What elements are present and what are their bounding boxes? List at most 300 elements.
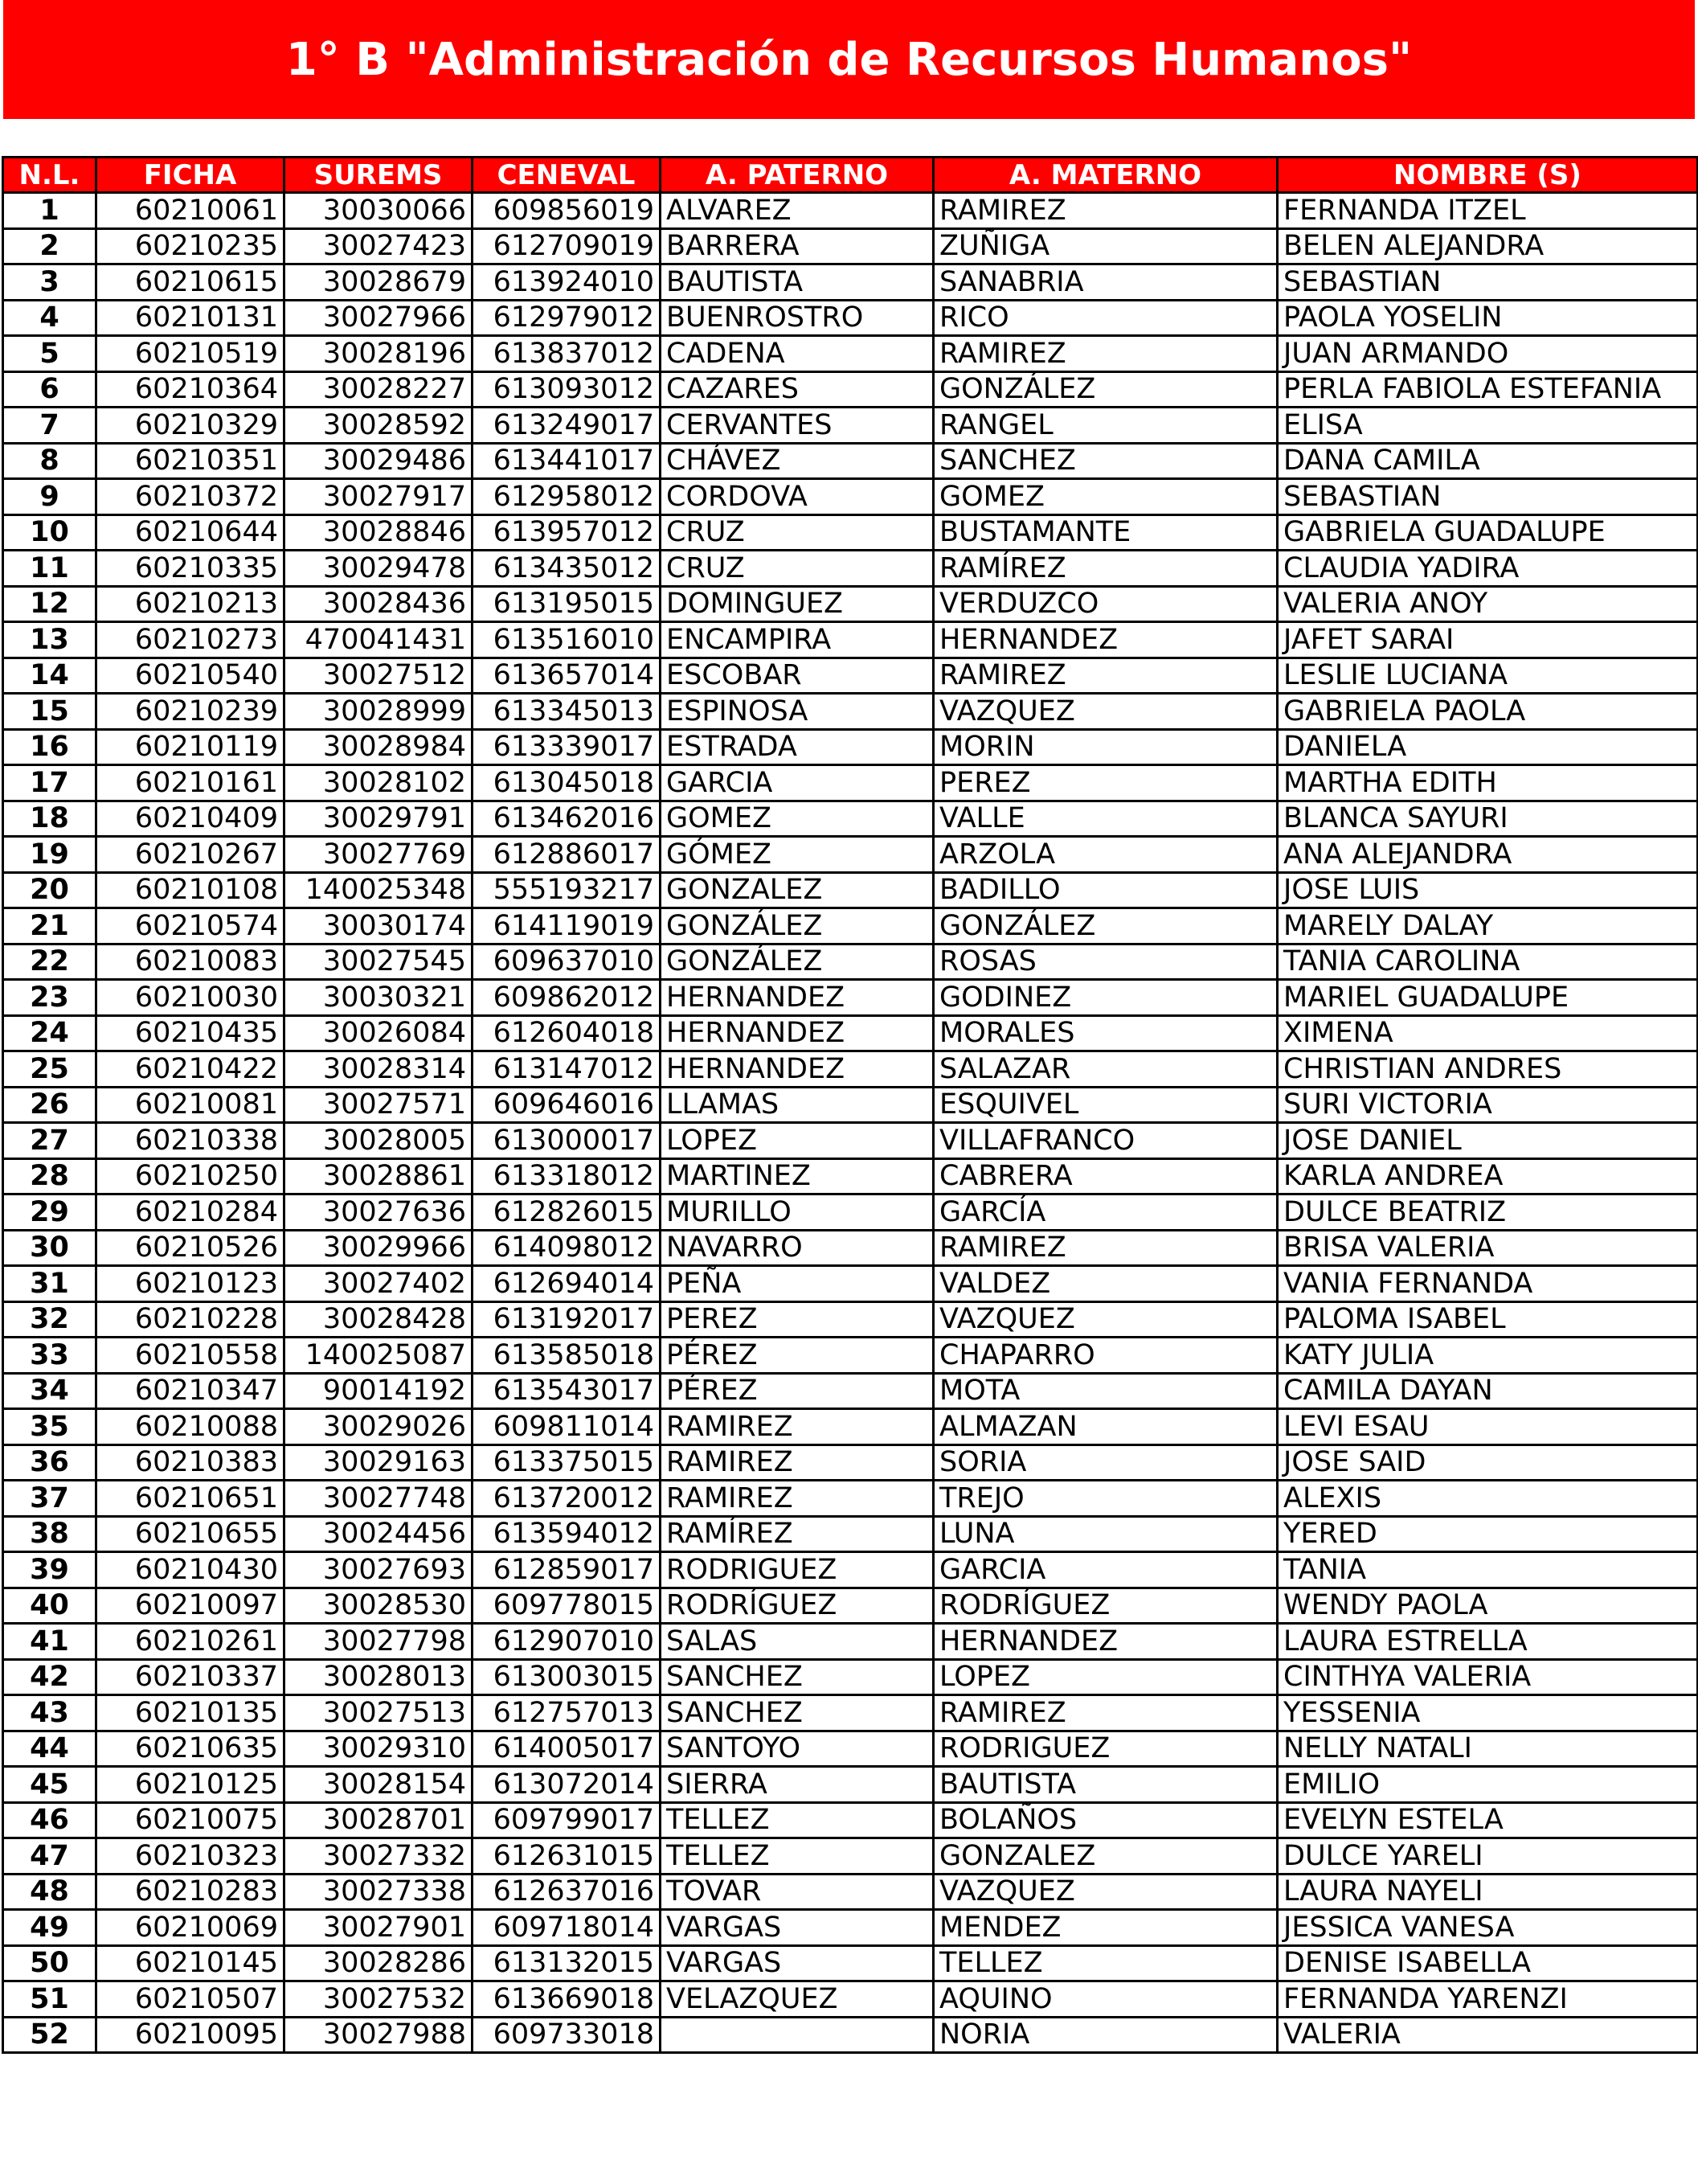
cell-paterno: TOVAR: [661, 1874, 934, 1910]
cell-ceneval: 613345013: [473, 694, 661, 730]
cell-ficha: 60210651: [96, 1481, 284, 1517]
cell-materno: SANCHEZ: [934, 443, 1278, 479]
cell-materno: VALLE: [934, 801, 1278, 837]
cell-ceneval: 613435012: [473, 551, 661, 587]
table-row: [3, 980, 1698, 1016]
cell-ficha: 60210507: [96, 1981, 284, 2018]
cell-ficha: 60210655: [96, 1516, 284, 1552]
cell-surems: 30028984: [284, 729, 473, 765]
cell-paterno: GONZÁLEZ: [661, 908, 934, 944]
cell-ficha: 60210239: [96, 694, 284, 730]
cell-ficha: 60210097: [96, 1588, 284, 1624]
table-row: [3, 729, 1698, 765]
table-row: [3, 694, 1698, 730]
cell-nl: 52: [3, 2017, 96, 2053]
cell-nombre: CHRISTIAN ANDRES: [1278, 1051, 1698, 1088]
cell-materno: SALAZAR: [934, 1051, 1278, 1088]
cell-surems: 90014192: [284, 1373, 473, 1409]
cell-materno: ALMAZAN: [934, 1409, 1278, 1445]
cell-nombre: MARELY DALAY: [1278, 908, 1698, 944]
cell-surems: 30030321: [284, 980, 473, 1016]
cell-materno: BAUTISTA: [934, 1767, 1278, 1803]
cell-paterno: VARGAS: [661, 1945, 934, 1981]
cell-paterno: RODRIGUEZ: [661, 1552, 934, 1588]
cell-ceneval: 612637016: [473, 1874, 661, 1910]
cell-materno: VAZQUEZ: [934, 1874, 1278, 1910]
cell-materno: VAZQUEZ: [934, 694, 1278, 730]
cell-nombre: DULCE YARELI: [1278, 1838, 1698, 1875]
cell-ceneval: 612694014: [473, 1266, 661, 1302]
cell-surems: 30027769: [284, 837, 473, 873]
cell-nombre: VALERIA: [1278, 2017, 1698, 2053]
cell-paterno: SANCHEZ: [661, 1659, 934, 1695]
cell-materno: RAMÍREZ: [934, 551, 1278, 587]
table-row: [3, 765, 1698, 801]
cell-materno: LOPEZ: [934, 1659, 1278, 1695]
cell-materno: BOLAÑOS: [934, 1802, 1278, 1838]
cell-paterno: SANCHEZ: [661, 1695, 934, 1731]
cell-nombre: SURI VICTORIA: [1278, 1087, 1698, 1123]
header-row: [3, 158, 1698, 193]
table-row: [3, 1123, 1698, 1159]
cell-surems: 30027988: [284, 2017, 473, 2053]
table-row: [3, 1266, 1698, 1302]
cell-paterno: CAZARES: [661, 371, 934, 408]
cell-nl: 20: [3, 872, 96, 908]
cell-ceneval: 555193217: [473, 872, 661, 908]
cell-surems: 30028999: [284, 694, 473, 730]
cell-surems: 30027423: [284, 228, 473, 264]
cell-nl: 50: [3, 1945, 96, 1981]
cell-nombre: TANIA CAROLINA: [1278, 944, 1698, 980]
table-row: [3, 1409, 1698, 1445]
cell-nl: 13: [3, 622, 96, 658]
cell-ficha: 60210125: [96, 1767, 284, 1803]
cell-paterno: DOMINGUEZ: [661, 586, 934, 622]
cell-ceneval: 612859017: [473, 1552, 661, 1588]
cell-materno: ESQUIVEL: [934, 1087, 1278, 1123]
cell-nl: 6: [3, 371, 96, 408]
cell-nl: 40: [3, 1588, 96, 1624]
cell-paterno: HERNANDEZ: [661, 980, 934, 1016]
cell-ceneval: 612979012: [473, 300, 661, 336]
table-row: [3, 837, 1698, 873]
cell-nl: 21: [3, 908, 96, 944]
cell-nl: 41: [3, 1624, 96, 1660]
cell-ficha: 60210329: [96, 408, 284, 444]
table-row: [3, 1158, 1698, 1194]
cell-nombre: EMILIO: [1278, 1767, 1698, 1803]
cell-paterno: MARTINEZ: [661, 1158, 934, 1194]
table-row: [3, 1695, 1698, 1731]
cell-ficha: 60210119: [96, 729, 284, 765]
cell-nl: 8: [3, 443, 96, 479]
cell-materno: ROSAS: [934, 944, 1278, 980]
table-row: [3, 1481, 1698, 1517]
cell-nombre: BRISA VALERIA: [1278, 1230, 1698, 1266]
cell-ficha: 60210644: [96, 514, 284, 551]
cell-surems: 30028436: [284, 586, 473, 622]
cell-nl: 1: [3, 193, 96, 229]
cell-surems: 30029791: [284, 801, 473, 837]
cell-nl: 39: [3, 1552, 96, 1588]
cell-nl: 47: [3, 1838, 96, 1875]
cell-ficha: 60210364: [96, 371, 284, 408]
cell-ceneval: 609856019: [473, 193, 661, 229]
cell-ceneval: 609811014: [473, 1409, 661, 1445]
cell-ceneval: 613657014: [473, 658, 661, 694]
student-roster-table: [2, 156, 1698, 2054]
cell-ceneval: 613585018: [473, 1338, 661, 1374]
cell-materno: VAZQUEZ: [934, 1301, 1278, 1338]
cell-ficha: 60210213: [96, 586, 284, 622]
cell-materno: ARZOLA: [934, 837, 1278, 873]
cell-nl: 28: [3, 1158, 96, 1194]
cell-paterno: LLAMAS: [661, 1087, 934, 1123]
cell-surems: 140025087: [284, 1338, 473, 1374]
cell-surems: 30030174: [284, 908, 473, 944]
table-row: [3, 872, 1698, 908]
cell-ficha: 60210095: [96, 2017, 284, 2053]
table-row: [3, 300, 1698, 336]
cell-surems: 30030066: [284, 193, 473, 229]
cell-surems: 30027571: [284, 1087, 473, 1123]
table-row: [3, 336, 1698, 372]
cell-ficha: 60210267: [96, 837, 284, 873]
cell-nl: 4: [3, 300, 96, 336]
cell-materno: VERDUZCO: [934, 586, 1278, 622]
cell-surems: 30027332: [284, 1838, 473, 1875]
cell-materno: VALDEZ: [934, 1266, 1278, 1302]
cell-ceneval: 613195015: [473, 586, 661, 622]
table-row: [3, 1373, 1698, 1409]
cell-ficha: 60210081: [96, 1087, 284, 1123]
cell-paterno: GONZALEZ: [661, 872, 934, 908]
cell-ficha: 60210337: [96, 1659, 284, 1695]
cell-nombre: CAMILA DAYAN: [1278, 1373, 1698, 1409]
cell-paterno: PÉREZ: [661, 1373, 934, 1409]
cell-surems: 30027402: [284, 1266, 473, 1302]
cell-nombre: LAURA ESTRELLA: [1278, 1624, 1698, 1660]
cell-nombre: DANIELA: [1278, 729, 1698, 765]
cell-paterno: BARRERA: [661, 228, 934, 264]
cell-nombre: FERNANDA YARENZI: [1278, 1981, 1698, 2018]
cell-surems: 30027693: [284, 1552, 473, 1588]
cell-ficha: 60210030: [96, 980, 284, 1016]
cell-ceneval: 613462016: [473, 801, 661, 837]
cell-surems: 30028428: [284, 1301, 473, 1338]
cell-nl: 30: [3, 1230, 96, 1266]
cell-materno: SORIA: [934, 1444, 1278, 1481]
cell-nl: 49: [3, 1910, 96, 1946]
column-header-paterno: A. PATERNO: [661, 158, 934, 193]
cell-ceneval: 613147012: [473, 1051, 661, 1088]
cell-nl: 38: [3, 1516, 96, 1552]
cell-nl: 16: [3, 729, 96, 765]
cell-surems: 30029966: [284, 1230, 473, 1266]
column-header-nl: N.L.: [3, 158, 96, 193]
column-header-surems: SUREMS: [284, 158, 473, 193]
cell-nombre: DANA CAMILA: [1278, 443, 1698, 479]
cell-paterno: BUENROSTRO: [661, 300, 934, 336]
cell-ficha: 60210409: [96, 801, 284, 837]
cell-nombre: WENDY PAOLA: [1278, 1588, 1698, 1624]
cell-paterno: HERNANDEZ: [661, 1015, 934, 1051]
cell-ficha: 60210069: [96, 1910, 284, 1946]
cell-nl: 24: [3, 1015, 96, 1051]
cell-ficha: 60210540: [96, 658, 284, 694]
table-row: [3, 443, 1698, 479]
cell-surems: 30027798: [284, 1624, 473, 1660]
cell-nl: 26: [3, 1087, 96, 1123]
cell-ceneval: 613543017: [473, 1373, 661, 1409]
cell-materno: RICO: [934, 300, 1278, 336]
cell-nl: 14: [3, 658, 96, 694]
cell-nl: 27: [3, 1123, 96, 1159]
cell-ficha: 60210075: [96, 1802, 284, 1838]
cell-paterno: TELLEZ: [661, 1802, 934, 1838]
cell-ceneval: 613720012: [473, 1481, 661, 1517]
cell-surems: 30029310: [284, 1731, 473, 1767]
table-row: [3, 1015, 1698, 1051]
cell-nombre: CINTHYA VALERIA: [1278, 1659, 1698, 1695]
cell-ficha: 60210161: [96, 765, 284, 801]
cell-ficha: 60210145: [96, 1945, 284, 1981]
cell-materno: PEREZ: [934, 765, 1278, 801]
cell-paterno: RAMIREZ: [661, 1444, 934, 1481]
cell-ceneval: 613924010: [473, 264, 661, 301]
cell-materno: RODRIGUEZ: [934, 1731, 1278, 1767]
cell-paterno: GOMEZ: [661, 801, 934, 837]
cell-nl: 51: [3, 1981, 96, 2018]
cell-ceneval: 613000017: [473, 1123, 661, 1159]
cell-ficha: 60210372: [96, 479, 284, 515]
table-row: [3, 514, 1698, 551]
table-row: [3, 1338, 1698, 1374]
cell-nl: 42: [3, 1659, 96, 1695]
cell-nl: 37: [3, 1481, 96, 1517]
cell-nombre: GABRIELA PAOLA: [1278, 694, 1698, 730]
cell-materno: HERNANDEZ: [934, 1624, 1278, 1660]
table-row: [3, 264, 1698, 301]
cell-ceneval: 609799017: [473, 1802, 661, 1838]
table-row: [3, 1516, 1698, 1552]
cell-nombre: LEVI ESAU: [1278, 1409, 1698, 1445]
cell-nombre: DENISE ISABELLA: [1278, 1945, 1698, 1981]
cell-paterno: SALAS: [661, 1624, 934, 1660]
cell-materno: TREJO: [934, 1481, 1278, 1517]
cell-ceneval: 612958012: [473, 479, 661, 515]
cell-ficha: 60210131: [96, 300, 284, 336]
cell-paterno: CERVANTES: [661, 408, 934, 444]
cell-ceneval: 612631015: [473, 1838, 661, 1875]
cell-ficha: 60210261: [96, 1624, 284, 1660]
cell-ficha: 60210061: [96, 193, 284, 229]
cell-nombre: JAFET SARAI: [1278, 622, 1698, 658]
cell-materno: GONZALEZ: [934, 1838, 1278, 1875]
cell-ficha: 60210273: [96, 622, 284, 658]
cell-paterno: VELAZQUEZ: [661, 1981, 934, 2018]
cell-materno: GONZÁLEZ: [934, 908, 1278, 944]
cell-surems: 30027338: [284, 1874, 473, 1910]
cell-materno: RAMIREZ: [934, 658, 1278, 694]
column-header-materno: A. MATERNO: [934, 158, 1278, 193]
cell-materno: GARCIA: [934, 1552, 1278, 1588]
cell-ceneval: 609646016: [473, 1087, 661, 1123]
cell-surems: 30028530: [284, 1588, 473, 1624]
cell-surems: 30027532: [284, 1981, 473, 2018]
cell-nombre: NELLY NATALI: [1278, 1731, 1698, 1767]
cell-nl: 18: [3, 801, 96, 837]
cell-surems: 30028196: [284, 336, 473, 372]
cell-ceneval: 614098012: [473, 1230, 661, 1266]
cell-nl: 33: [3, 1338, 96, 1374]
table-row: [3, 1624, 1698, 1660]
cell-ceneval: 613957012: [473, 514, 661, 551]
cell-nombre: YERED: [1278, 1516, 1698, 1552]
cell-materno: RANGEL: [934, 408, 1278, 444]
cell-paterno: ENCAMPIRA: [661, 622, 934, 658]
cell-nombre: ELISA: [1278, 408, 1698, 444]
cell-paterno: RAMÍREZ: [661, 1516, 934, 1552]
cell-materno: HERNANDEZ: [934, 622, 1278, 658]
cell-ficha: 60210228: [96, 1301, 284, 1338]
cell-nombre: JOSE SAID: [1278, 1444, 1698, 1481]
table-row: [3, 1874, 1698, 1910]
cell-paterno: RAMIREZ: [661, 1409, 934, 1445]
cell-nl: 32: [3, 1301, 96, 1338]
cell-materno: BUSTAMANTE: [934, 514, 1278, 551]
cell-ceneval: 612709019: [473, 228, 661, 264]
cell-materno: VILLAFRANCO: [934, 1123, 1278, 1159]
cell-nombre: SEBASTIAN: [1278, 264, 1698, 301]
table-body: [3, 193, 1698, 2053]
cell-ficha: 60210135: [96, 1695, 284, 1731]
table-row: [3, 908, 1698, 944]
cell-ficha: 60210108: [96, 872, 284, 908]
cell-ficha: 60210338: [96, 1123, 284, 1159]
table-row: [3, 1552, 1698, 1588]
cell-ficha: 60210422: [96, 1051, 284, 1088]
table-row: [3, 2017, 1698, 2053]
cell-nombre: JUAN ARMANDO: [1278, 336, 1698, 372]
cell-nombre: ALEXIS: [1278, 1481, 1698, 1517]
cell-materno: RAMIREZ: [934, 193, 1278, 229]
cell-ceneval: 613669018: [473, 1981, 661, 2018]
cell-nl: 45: [3, 1767, 96, 1803]
cell-surems: 30028154: [284, 1767, 473, 1803]
cell-paterno: GARCIA: [661, 765, 934, 801]
table-row: [3, 1910, 1698, 1946]
cell-nombre: KATY JULIA: [1278, 1338, 1698, 1374]
cell-surems: 30029486: [284, 443, 473, 479]
cell-surems: 30027636: [284, 1194, 473, 1231]
cell-paterno: PEÑA: [661, 1266, 934, 1302]
table-row: [3, 586, 1698, 622]
cell-ceneval: 612604018: [473, 1015, 661, 1051]
cell-ficha: 60210284: [96, 1194, 284, 1231]
cell-paterno: VARGAS: [661, 1910, 934, 1946]
cell-surems: 30029026: [284, 1409, 473, 1445]
cell-paterno: CRUZ: [661, 514, 934, 551]
cell-nombre: LESLIE LUCIANA: [1278, 658, 1698, 694]
cell-materno: MORIN: [934, 729, 1278, 765]
cell-ficha: 60210283: [96, 1874, 284, 1910]
cell-materno: ZUÑIGA: [934, 228, 1278, 264]
cell-ceneval: 613339017: [473, 729, 661, 765]
cell-materno: SANABRIA: [934, 264, 1278, 301]
cell-ceneval: 609733018: [473, 2017, 661, 2053]
cell-ceneval: 613132015: [473, 1945, 661, 1981]
cell-nl: 9: [3, 479, 96, 515]
cell-paterno: ALVAREZ: [661, 193, 934, 229]
cell-ceneval: 613594012: [473, 1516, 661, 1552]
cell-surems: 30027917: [284, 479, 473, 515]
cell-nl: 35: [3, 1409, 96, 1445]
cell-nombre: JOSE DANIEL: [1278, 1123, 1698, 1159]
table-row: [3, 228, 1698, 264]
cell-ficha: 60210088: [96, 1409, 284, 1445]
table-row: [3, 371, 1698, 408]
cell-surems: 30028286: [284, 1945, 473, 1981]
cell-ficha: 60210351: [96, 443, 284, 479]
cell-nl: 23: [3, 980, 96, 1016]
cell-materno: RAMIREZ: [934, 1230, 1278, 1266]
cell-materno: NORIA: [934, 2017, 1278, 2053]
cell-surems: 30028005: [284, 1123, 473, 1159]
cell-ceneval: 613249017: [473, 408, 661, 444]
cell-paterno: ESTRADA: [661, 729, 934, 765]
column-header-ficha: FICHA: [96, 158, 284, 193]
cell-paterno: NAVARRO: [661, 1230, 934, 1266]
cell-ficha: 60210615: [96, 264, 284, 301]
cell-paterno: CHÁVEZ: [661, 443, 934, 479]
cell-ceneval: 613045018: [473, 765, 661, 801]
cell-surems: 30028013: [284, 1659, 473, 1695]
cell-materno: LUNA: [934, 1516, 1278, 1552]
cell-nombre: CLAUDIA YADIRA: [1278, 551, 1698, 587]
cell-ceneval: 613318012: [473, 1158, 661, 1194]
cell-materno: RAMIREZ: [934, 336, 1278, 372]
cell-nl: 31: [3, 1266, 96, 1302]
cell-nombre: XIMENA: [1278, 1015, 1698, 1051]
cell-paterno: PEREZ: [661, 1301, 934, 1338]
table-row: [3, 1767, 1698, 1803]
cell-nl: 36: [3, 1444, 96, 1481]
cell-nombre: JOSE LUIS: [1278, 872, 1698, 908]
cell-ficha: 60210383: [96, 1444, 284, 1481]
cell-paterno: GONZÁLEZ: [661, 944, 934, 980]
cell-ceneval: 612886017: [473, 837, 661, 873]
cell-materno: CABRERA: [934, 1158, 1278, 1194]
table-row: [3, 1194, 1698, 1231]
cell-ceneval: 613072014: [473, 1767, 661, 1803]
cell-paterno: TELLEZ: [661, 1838, 934, 1875]
cell-nl: 11: [3, 551, 96, 587]
cell-nombre: MARTHA EDITH: [1278, 765, 1698, 801]
cell-materno: AQUINO: [934, 1981, 1278, 2018]
cell-ceneval: 613093012: [473, 371, 661, 408]
cell-nombre: TANIA: [1278, 1552, 1698, 1588]
cell-surems: 30027512: [284, 658, 473, 694]
cell-ficha: 60210347: [96, 1373, 284, 1409]
cell-ficha: 60210435: [96, 1015, 284, 1051]
table-row: [3, 801, 1698, 837]
cell-ficha: 60210335: [96, 551, 284, 587]
cell-materno: CHAPARRO: [934, 1338, 1278, 1374]
cell-nombre: JESSICA VANESA: [1278, 1910, 1698, 1946]
cell-surems: 30028227: [284, 371, 473, 408]
